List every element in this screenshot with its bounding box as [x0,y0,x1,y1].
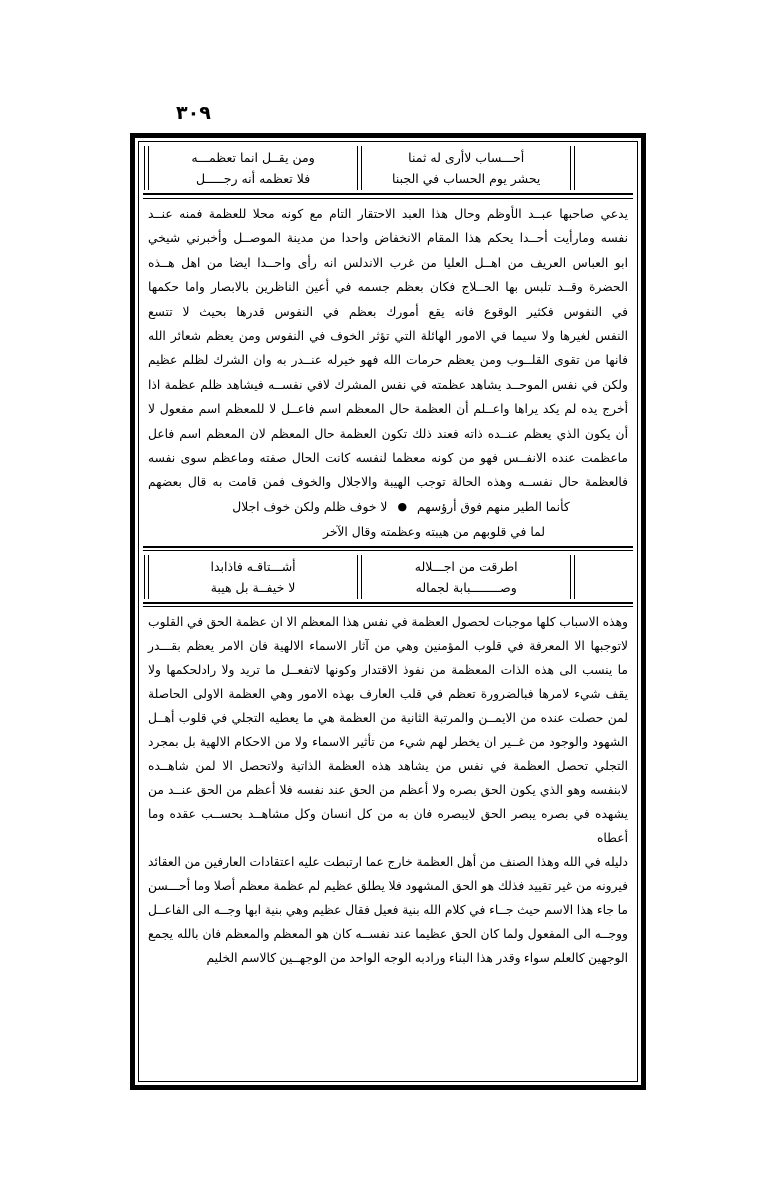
prose-line: أن يكون الذي يعظم عنــده ذاته فعند ذلك تكون العظمة حال المعظم لان المعظم اسم فاعل [148,426,628,441]
prose-line: دليله في الله وهذا الصنف من أهل العظمة خارج عما ارتبطت عليه اعتقادات العارفين من العقائد [148,854,628,869]
prose-line: الحضرة وقــد تلبس بها الحــلاج فكان بعظم جسمه في أعين الناظرين بالابصار واما حكمها [148,280,628,295]
verse-row [144,555,632,599]
prose-line: ما ينسب الى هذه الذات المعظمة من نفوذ الاقتدار وكونها لاتفعــل ما تريد ولا رادلحكمها ولا [148,662,628,677]
prose-block-upper [139,199,637,546]
prose-line: يقف شيء لامرها فبالضرورة تعظم في قلب العارف بهذه الامور وهي العظمة الاولى الحاصلة [148,686,628,701]
verse-line: اطرقت من اجـــلاله [414,558,518,574]
verse-table-top [144,146,632,190]
prose-line: ابو العباس العريف من اهــل العليا من غرب الاندلس انه رأى واحــدا ايضا من اهل هــذه [148,255,628,270]
verse-line: وصــــــــبابة لجماله [415,579,517,595]
page-frame-inner [138,141,638,1082]
prose-line: يشهده في بصره يبصر الحق لايبصره فان به من كل انسان وكل مشاهــد بحســب عقده وما أعطاه [148,806,628,845]
verse-hemistich-left-column [362,555,570,599]
verse-pad-cell [575,146,632,190]
prose-line: ماعظمت عنده الانفــس فهو من كونه معظما لنفسه كانت الحال صفته وماعظم سوى نفسه [148,451,628,466]
prose-line: ولكن في نفس الموحــد يشاهد عظمته في نفس المشرك لافي نفســه فيشاهد ظلم عظمة اذا [148,377,628,392]
prose-line: فيرونه من غير تقييد فذلك هو الحق المشهود فلا يطلق عظيم لم عظمة معظم أصلا وما أحـــسن [148,878,628,893]
verse-line: يحشر يوم الحساب في الجبنا [392,171,541,186]
prose-line: لاتوجبها الا المعرفة في قلوب المؤمنين وهي من آثار الاسماء الالهية فان الامر يعظم بقـــدر [148,638,628,653]
verse-column-rule [144,555,149,599]
verse-line: أحـــساب لاأرى له ثمنا [408,150,525,165]
prose-line: وهذه الاسباب كلها موجبات لحصول العظمة في نفس هذا المعظم الا ان عظمة الحق في القلوب [148,614,628,629]
verse-table-lower [144,555,632,599]
verse-column-rule [144,146,149,190]
frame-bottom-spacer [139,972,637,1081]
prose-line: فالعظمة حال نفســه وهذه الحالة توجب الهيبة والاجلال والخوف فمن قامت به قال بعضهم [148,475,628,490]
verse-column-rule [357,555,362,599]
prose-line: لمن حصلت عنده من الايمــن والمرتبة الثانية من العظمة هي ما يعطيه التجلي في قلوب أهــل [148,710,628,725]
verse-hemistich-right-column [149,555,357,599]
prose-line: ووجــه الى المفعول ولما كان الحق عظيما عند نفســه كان هو المعظم والمعظم فان بالله يجمع [148,926,628,941]
prose-line: أخرج يده لم يكد يراها واعــلم أن العظمة حال المعظم اسم فاعــل لا للمعظم اسم مفعول لا [148,402,628,417]
prose-line: يدعي صاحبها عبــد الأوظم وحال هذا العبد الاحتقار التام مع كونه محلا للعظمة فمنه عنــد [148,207,628,221]
prose-line: لابنفسه وهو الذي يكون الحق بصره ولا أعظم من الحق عند نفسه فلا أعظم من الحق عنــد من [148,782,628,797]
prose-line: نفسه ومارأيت أحــدا يحكم هذا المقام الانخفاض واحدا من مدينة الموصــل وأخبرني شيخي [148,231,628,246]
verse-column-rule [570,555,575,599]
verse-block-top [139,142,637,193]
centered-verse-left-part: لا خوف ظلم ولكن خوف اجلال [232,499,388,514]
centered-closing-line: لما في قلوبهم من هيبته وعظمته وقال الآخر [323,524,545,539]
prose-line: فانها من تقوى القلــوب ومن يعظم حرمات الله فهو خيرله عنــدر به وان الشرك لظلم عظيم [148,353,628,368]
prose-line: التجلي تحصل العظمة في نفس من يشاهد هذه العظمة الذاتية ولاتحصل الا لمن شاهــده [148,758,628,773]
bullet-separator-icon: ● [397,500,408,514]
verse-pad-cell [575,555,632,599]
centered-verse-right-part: كأنما الطير منهم فوق أرؤسهم [417,499,570,514]
centered-verse-line [148,495,628,520]
verse-column-rule [357,146,362,190]
prose-line: ما جاء هذا الاسم حيث جــاء في كلام الله بنية فعيل فقال عظيم وهي بنية ابها وجــه الى الفاعــل [148,902,628,917]
prose-line: النفس لغيرها ولا سيما في الامور الهائلة التي تؤثر الخوف في النفوس ومن يعظم شعائر الله [148,329,628,344]
verse-line: فلا تعظمه أنه رجـــــل [195,171,311,186]
prose-line: الشهود والوجود من غــير ان يخطر لهم شيء من تأثير الاسماء ولا من الاحكام الالهية بل بمجرد [148,734,628,749]
page-frame-outer [130,133,646,1090]
verse-hemistich-right-column [149,146,357,190]
verse-row [144,146,632,190]
page-number: ٣٠٩ [176,102,211,124]
prose-line: الوجهين كالعلم سواء وقدر هذا البناء ورادبه الوجه الواحد من الوجهــين كالاسم الخليم [206,950,628,965]
verse-hemistich-left-column [362,146,570,190]
verse-line: أشـــتاقـه فاذابدا [210,558,296,574]
verse-line: ومن يقــل انما تعظمـــه [191,150,315,165]
verse-line: لا خيفــة بل هيبة [210,579,296,595]
prose-block-lower [139,607,637,972]
verse-block-lower [139,551,637,602]
prose-line: في النفوس فكثير الوقوع فانه يقع أمورك بعظم في النفوس قدرها بحيث لا تتسع [148,304,628,319]
verse-column-rule [570,146,575,190]
